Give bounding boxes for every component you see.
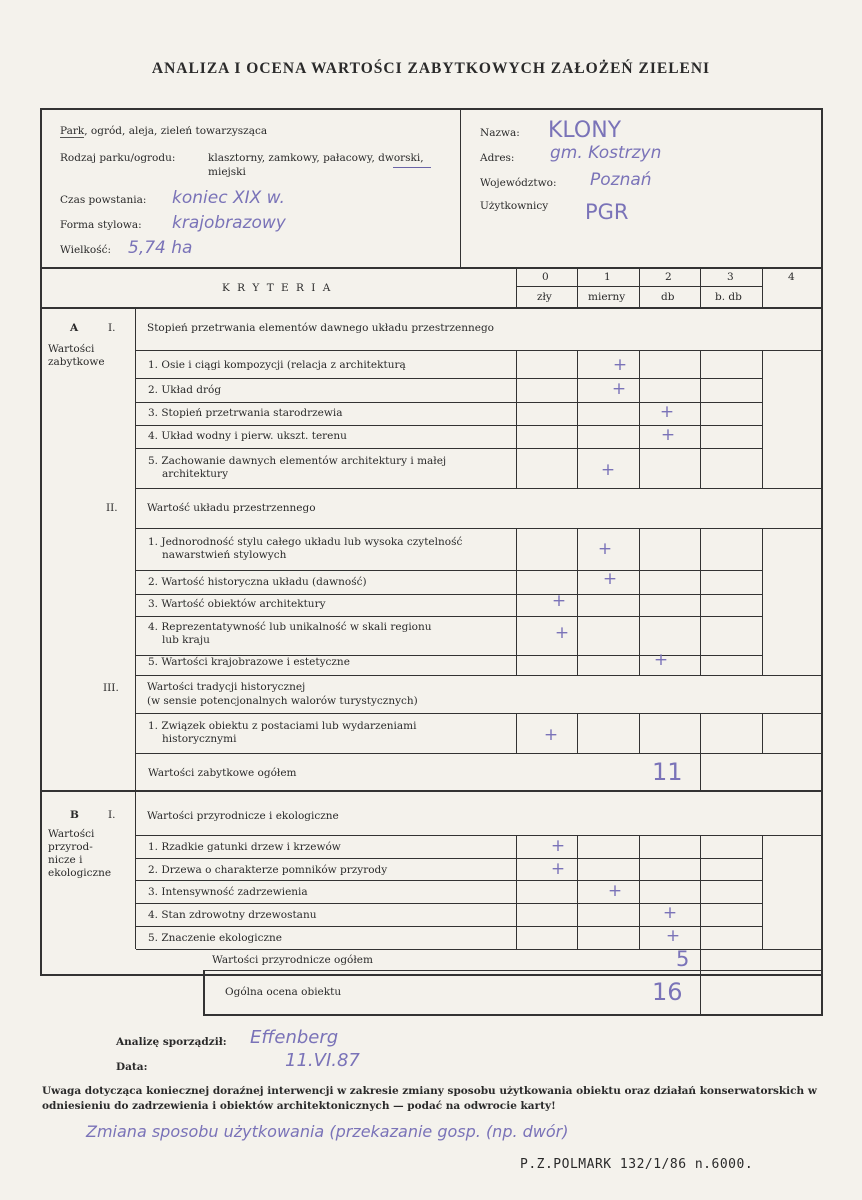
nazwa-value: KLONY xyxy=(548,118,622,143)
handwritten-note: Zmiana sposobu użytkowania (przekazanie gosp. (np. dwór) xyxy=(86,1122,569,1141)
a1-item-1-mark: + xyxy=(612,355,628,375)
nazwa-label: Nazwa: xyxy=(480,127,520,139)
b1-row-line-1 xyxy=(136,858,762,859)
col-num-0: 0 xyxy=(542,271,549,283)
overall-divider xyxy=(700,970,701,1016)
section-a-roman-3: III. xyxy=(103,682,119,694)
a1-item-5-l1: 5. Zachowanie dawnych elementów architektury i małej xyxy=(148,455,447,467)
section-b-name-3: nicze i xyxy=(48,854,83,866)
a-total-divider xyxy=(700,753,701,790)
printer-imprint: P.Z.POLMARK 132/1/86 n.6000. xyxy=(520,1157,754,1172)
a2-item-2: 2. Wartość historyczna układu (dawność) xyxy=(148,576,367,588)
a2-row-line-3 xyxy=(136,616,762,617)
a3-item-1-mark: + xyxy=(543,725,559,745)
a3-bottom-line xyxy=(136,753,822,754)
data-value: 11.VI.87 xyxy=(285,1050,360,1071)
b1-item-2: 2. Drzewa o charakterze pomników przyrody xyxy=(148,864,388,876)
section-a-letter: A xyxy=(70,322,79,334)
section-b-name-4: ekologiczne xyxy=(48,867,112,879)
group-a3-title-1: Wartości tradycji historycznej xyxy=(147,681,306,693)
section-a-name-1: Wartości xyxy=(48,343,95,355)
overall-label: Ogólna ocena obiektu xyxy=(225,986,342,998)
section-a-bottom-line xyxy=(41,790,822,792)
col-name-0: zły xyxy=(537,291,552,303)
a1-col-2 xyxy=(639,350,640,488)
a-total-value: 11 xyxy=(652,758,683,786)
a1-item-3-mark: + xyxy=(659,402,675,422)
col-num-3: 3 xyxy=(727,271,734,283)
a3-col-4 xyxy=(762,713,763,753)
rodzaj-options-2: miejski xyxy=(208,166,246,178)
b1-col-2 xyxy=(639,835,640,949)
a2-row-line-2 xyxy=(136,594,762,595)
a1-item-2-mark: + xyxy=(611,379,627,399)
col-divider-0 xyxy=(516,268,517,308)
a2-bottom-line xyxy=(136,675,822,676)
overall-value: 16 xyxy=(652,978,683,1006)
uzytkownicy-label: Użytkownicy xyxy=(480,200,549,212)
a1-item-5-l2: architektury xyxy=(162,468,229,480)
a2-item-3: 3. Wartość obiektów architektury xyxy=(148,598,326,610)
forma-value: krajobrazowy xyxy=(172,213,286,233)
a2-col-0 xyxy=(516,528,517,675)
section-b-roman: I. xyxy=(108,809,116,821)
a1-col-1 xyxy=(577,350,578,488)
b1-row-line-2 xyxy=(136,880,762,881)
b1-col-3 xyxy=(700,835,701,949)
criteria-num-line xyxy=(516,286,762,287)
a2-item-2-mark: + xyxy=(602,569,618,589)
a2-col-3 xyxy=(700,528,701,675)
rodzaj-label: Rodzaj parku/ogrodu: xyxy=(60,152,176,164)
a3-col-3 xyxy=(700,713,701,753)
a3-item-1-l2: historycznymi xyxy=(162,733,237,745)
sporzadzil-label: Analizę sporządził: xyxy=(116,1036,227,1048)
header-bottom-line xyxy=(41,267,822,269)
col-divider-3 xyxy=(700,268,701,308)
b1-item-3-mark: + xyxy=(607,881,623,901)
a3-item-1-l1: 1. Związek obiektu z postaciami lub wydarzeniami xyxy=(148,720,417,732)
section-a-name-2: zabytkowe xyxy=(48,356,105,368)
kryteria-label: K R Y T E R I A xyxy=(222,282,333,294)
group-a2-title: Wartość układu przestrzennego xyxy=(147,502,316,514)
a2-row-line-1 xyxy=(136,570,762,571)
form-title: ANALIZA I OCENA WARTOŚCI ZABYTKOWYCH ZAŁOŻEŃ ZIELENI xyxy=(151,60,711,77)
a1-col-0 xyxy=(516,350,517,488)
a2-item-5: 5. Wartości krajobrazowe i estetyczne xyxy=(148,656,350,668)
a1-col-4 xyxy=(762,350,763,488)
col-divider-1 xyxy=(577,268,578,308)
b1-bottom-line xyxy=(136,949,822,950)
col-divider-4 xyxy=(762,268,763,308)
czas-value: koniec XIX w. xyxy=(172,188,285,208)
section-a-roman: I. xyxy=(108,322,116,334)
a3-col-1 xyxy=(577,713,578,753)
a2-item-5-mark: + xyxy=(653,650,669,670)
wielkosc-value: 5,74 ha xyxy=(128,238,193,258)
a2-item-4-l1: 4. Reprezentatywność lub unikalność w skali regionu xyxy=(148,621,432,633)
a2-item-4-l2: lub kraju xyxy=(162,634,210,646)
b1-item-5-mark: + xyxy=(665,926,681,946)
col-num-1: 1 xyxy=(604,271,611,283)
b-total-label: Wartości przyrodnicze ogółem xyxy=(212,954,373,966)
group-a3-title-line xyxy=(136,713,822,714)
rodzaj-options-1: klasztorny, zamkowy, pałacowy, dworski, xyxy=(208,152,424,164)
col-name-3: b. db xyxy=(715,291,742,303)
b1-item-2-mark: + xyxy=(550,859,566,879)
wielkosc-label: Wielkość: xyxy=(60,244,112,256)
a1-item-3: 3. Stopień przetrwania starodrzewia xyxy=(148,407,343,419)
b1-item-3: 3. Intensywność zadrzewienia xyxy=(148,886,308,898)
a1-row-line-1 xyxy=(136,378,762,379)
section-b-letter: B xyxy=(70,809,79,821)
col-name-2: db xyxy=(661,291,675,303)
criteria-bottom-line xyxy=(41,307,822,309)
col-name-1: mierny xyxy=(588,291,626,303)
park-type-line xyxy=(60,125,267,138)
park-type-rest: , ogród, aleja, zieleń towarzysząca xyxy=(84,125,268,137)
adres-value: gm. Kostrzyn xyxy=(550,143,662,163)
czas-label: Czas powstania: xyxy=(60,194,147,206)
uzytkownicy-value: PGR xyxy=(585,200,629,224)
a3-col-2 xyxy=(639,713,640,753)
dworski-underline xyxy=(393,167,431,168)
header-divider xyxy=(460,110,461,268)
wojewodztwo-label: Województwo: xyxy=(480,177,557,189)
a2-col-2 xyxy=(639,528,640,675)
b1-col-0 xyxy=(516,835,517,949)
park-type-prefix: Park xyxy=(60,125,85,137)
a2-item-4-mark: + xyxy=(554,623,570,643)
group-a2-title-line xyxy=(136,528,822,529)
section-b-name-2: przyrod- xyxy=(48,841,93,853)
a3-col-0 xyxy=(516,713,517,753)
uwaga-note: Uwaga dotycząca koniecznej doraźnej interwencji w zakresie zmiany sposobu użytkowania obiektu oraz działań konserwatorskich w odniesieniu do zadrzewienia i obiektów architektonicznych — podać na odwrocie karty! xyxy=(42,1085,817,1112)
data-label: Data: xyxy=(116,1061,148,1073)
b1-item-1: 1. Rzadkie gatunki drzew i krzewów xyxy=(148,841,341,853)
group-a1-title-line xyxy=(136,350,822,351)
wojewodztwo-value: Poznań xyxy=(590,170,652,190)
group-b1-title-line xyxy=(136,835,822,836)
a1-col-3 xyxy=(700,350,701,488)
b1-col-4 xyxy=(762,835,763,949)
section-b-name-1: Wartości xyxy=(48,828,95,840)
a1-item-1: 1. Osie i ciągi kompozycji (relacja z architekturą xyxy=(148,359,406,371)
a2-item-1-l2: nawarstwień stylowych xyxy=(162,549,287,561)
a1-bottom-line xyxy=(136,488,822,489)
a1-row-line-4 xyxy=(136,448,762,449)
col-num-2: 2 xyxy=(665,271,672,283)
a1-item-4: 4. Układ wodny i pierw. ukszt. terenu xyxy=(148,430,347,442)
a1-item-4-mark: + xyxy=(660,425,676,445)
col-divider-2 xyxy=(639,268,640,308)
a2-item-3-mark: + xyxy=(551,591,567,611)
a2-item-1-mark: + xyxy=(597,539,613,559)
a-total-label: Wartości zabytkowe ogółem xyxy=(148,767,297,779)
b1-item-1-mark: + xyxy=(550,836,566,856)
forma-label: Forma stylowa: xyxy=(60,219,142,231)
b1-col-1 xyxy=(577,835,578,949)
a1-item-5-mark: + xyxy=(600,460,616,480)
a2-col-4 xyxy=(762,528,763,675)
group-b1-title: Wartości przyrodnicze i ekologiczne xyxy=(147,810,339,822)
b1-item-5: 5. Znaczenie ekologiczne xyxy=(148,932,283,944)
b1-item-4: 4. Stan zdrowotny drzewostanu xyxy=(148,909,317,921)
b1-item-4-mark: + xyxy=(662,903,678,923)
a2-item-1-l1: 1. Jednorodność stylu całego układu lub wysoka czytelność xyxy=(148,536,463,548)
sporzadzil-signature: Effenberg xyxy=(250,1027,339,1048)
a2-col-1 xyxy=(577,528,578,675)
a1-item-2: 2. Układ dróg xyxy=(148,384,222,396)
section-a-roman-2: II. xyxy=(106,502,118,514)
section-a-left-divider xyxy=(135,308,136,790)
col-num-4: 4 xyxy=(788,271,795,283)
adres-label: Adres: xyxy=(480,152,515,164)
group-a1-title: Stopień przetrwania elementów dawnego układu przestrzennego xyxy=(147,322,494,334)
b-total-value: 5 xyxy=(676,947,690,971)
group-a3-title-2: (w sensie potencjonalnych walorów turystycznych) xyxy=(147,695,418,707)
